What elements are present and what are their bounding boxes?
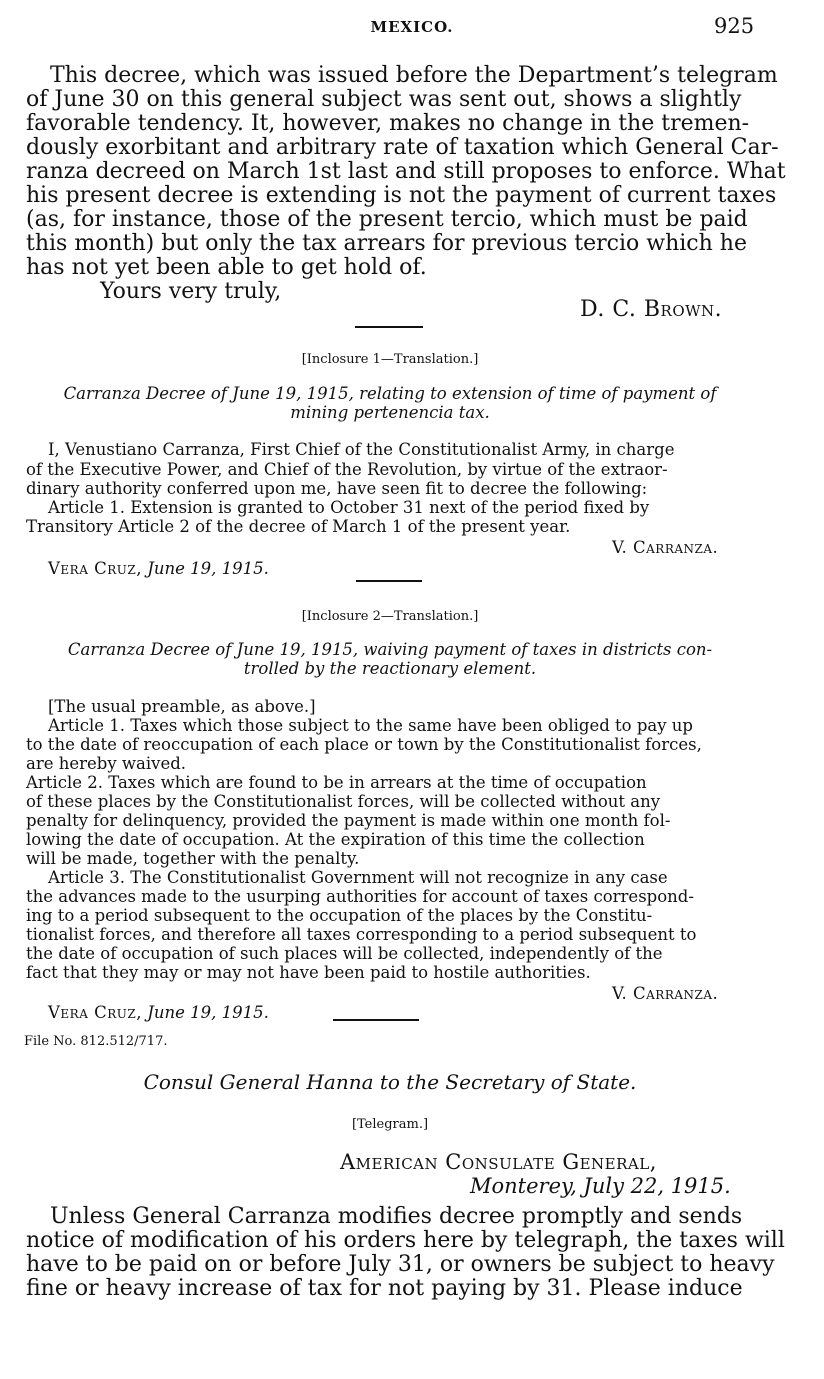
- decree-line: the date of occupation of such places will be collected, independently of the: [26, 944, 663, 963]
- decree-line: tionalist forces, and therefore all taxes corresponding to a period subsequent to: [26, 925, 697, 944]
- decree-line: fact that they may or may not have been paid to hostile authorities.: [26, 963, 591, 982]
- telegram-line: Unless General Carranza modifies decree promptly and sends: [50, 1204, 743, 1229]
- decree-line: I, Venustiano Carranza, First Chief of the Constitutionalist Army, in charge: [48, 440, 675, 459]
- decree-line: Article 2. Taxes which are found to be in arrears at the time of occupation: [26, 773, 647, 792]
- section-divider: [356, 580, 422, 582]
- telegram-sender: American Consulate General,: [340, 1150, 657, 1174]
- inclosure-label: [Inclosure 1—Translation.]: [301, 352, 479, 367]
- decree-line: the advances made to the usurping authorities for account of taxes correspond-: [26, 887, 694, 906]
- section-divider: [333, 1019, 419, 1021]
- page-number: 925: [714, 14, 755, 38]
- decree-place-date: Vera Cruz, June 19, 1915.: [48, 1003, 269, 1022]
- paragraph-line: this month) but only the tax arrears for previous tercio which he: [26, 231, 747, 256]
- section-divider: [355, 326, 423, 328]
- telegram-line: notice of modification of his orders here by telegraph, the taxes will: [26, 1228, 785, 1253]
- paragraph-line: ranza decreed on March 1st last and still proposes to enforce. What: [26, 159, 786, 184]
- decree-signer: V. Carranza.: [612, 538, 719, 557]
- telegram-place-date: Monterey, July 22, 1915.: [470, 1174, 731, 1198]
- decree-line: of the Executive Power, and Chief of the Revolution, by virtue of the extraor-: [26, 460, 668, 479]
- telegram-heading: Consul General Hanna to the Secretary of State.: [143, 1070, 637, 1094]
- decree-line: of these places by the Constitutionalist forces, will be collected without any: [26, 792, 661, 811]
- paragraph-line: This decree, which was issued before the Department’s telegram: [50, 63, 778, 88]
- decree-line: Article 3. The Constitutionalist Government will not recognize in any case: [48, 868, 668, 887]
- decree-line: Article 1. Taxes which those subject to the same have been obliged to pay up: [48, 716, 693, 735]
- paragraph-line: of June 30 on this general subject was sent out, shows a slightly: [26, 87, 742, 112]
- paragraph-line: favorable tendency. It, however, makes no change in the tremen-: [26, 111, 750, 136]
- decree-title: Carranza Decree of June 19, 1915, waiving payment of taxes in districts con-: [67, 640, 713, 659]
- running-header-title: MEXICO.: [370, 18, 454, 36]
- decree-title: trolled by the reactionary element.: [243, 659, 537, 678]
- paragraph-line: has not yet been able to get hold of.: [26, 255, 427, 280]
- decree-place-date: Vera Cruz, June 19, 1915.: [48, 559, 269, 578]
- decree-line: Transitory Article 2 of the decree of March 1 of the present year.: [26, 517, 571, 536]
- file-number: File No. 812.512/717.: [24, 1034, 168, 1049]
- decree-line: Article 1. Extension is granted to October 31 next of the period fixed by: [48, 498, 650, 517]
- decree-line: are hereby waived.: [26, 754, 187, 773]
- closing: Yours very truly,: [100, 279, 282, 304]
- decree-signer: V. Carranza.: [612, 984, 719, 1003]
- decree-line: to the date of reoccupation of each place or town by the Constitutionalist forces,: [26, 735, 702, 754]
- decree-line: lowing the date of occupation. At the expiration of this time the collection: [26, 830, 645, 849]
- telegram-label: [Telegram.]: [351, 1117, 429, 1132]
- paragraph-line: his present decree is extending is not the payment of current taxes: [26, 183, 777, 208]
- decree-line: will be made, together with the penalty.: [26, 849, 360, 868]
- decree-line: dinary authority conferred upon me, have seen fit to decree the following:: [26, 479, 648, 498]
- decree-line: ing to a period subsequent to the occupation of the places by the Constitu-: [26, 906, 653, 925]
- decree-line: [The usual preamble, as above.]: [48, 697, 316, 716]
- signature: D. C. Brown.: [580, 297, 723, 322]
- telegram-line: have to be paid on or before July 31, or owners be subject to heavy: [26, 1252, 775, 1277]
- inclosure-label: [Inclosure 2—Translation.]: [301, 609, 479, 624]
- telegram-line: fine or heavy increase of tax for not paying by 31. Please induce: [26, 1276, 743, 1301]
- decree-title: mining pertenencia tax.: [290, 403, 490, 422]
- paragraph-line: (as, for instance, those of the present tercio, which must be paid: [26, 207, 748, 232]
- decree-line: penalty for delinquency, provided the payment is made within one month fol-: [26, 811, 671, 830]
- decree-title: Carranza Decree of June 19, 1915, relating to extension of time of payment of: [63, 384, 717, 403]
- paragraph-line: dously exorbitant and arbitrary rate of taxation which General Car-: [26, 135, 779, 160]
